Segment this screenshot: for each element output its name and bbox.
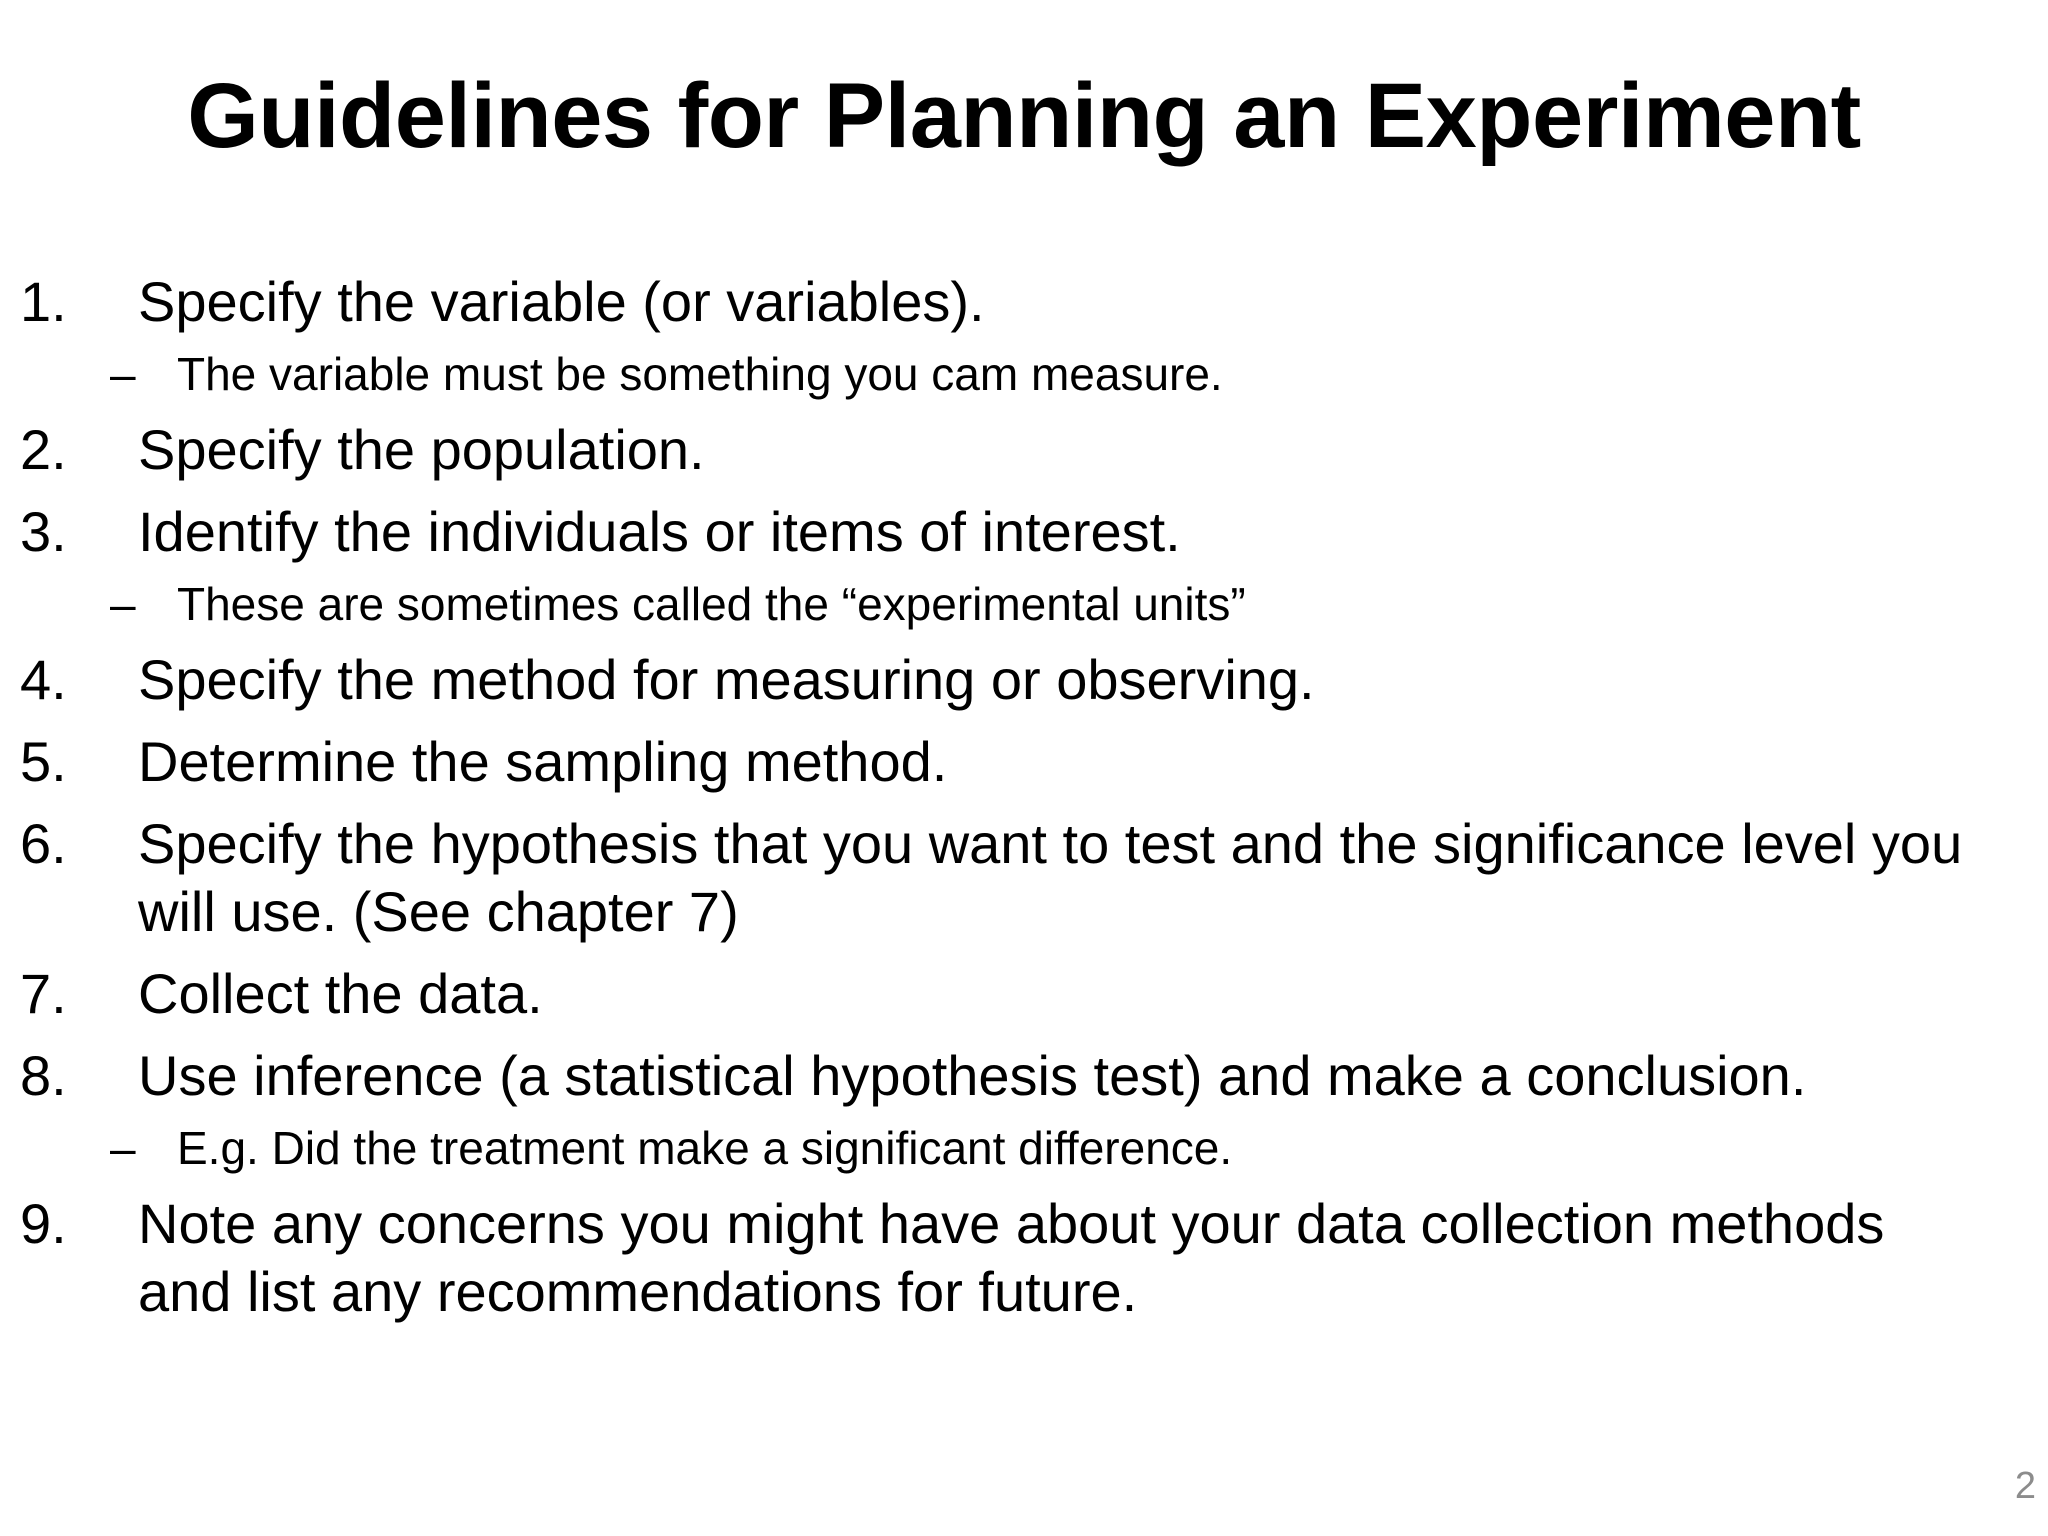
item-number: 4. xyxy=(20,648,67,711)
item-text: Use inference (a statistical hypothesis test) and make a conclusion. xyxy=(138,1044,1807,1107)
dash-bullet: – xyxy=(110,348,136,400)
list-item-6 xyxy=(0,810,2048,946)
list-item-9 xyxy=(0,1190,2048,1326)
item-text: Note any concerns you might have about your data collection methods and list any recommendations for future. xyxy=(138,1192,1885,1323)
item-number: 8. xyxy=(20,1044,67,1107)
item-number: 1. xyxy=(20,270,67,333)
sub-item-1 xyxy=(0,346,2048,402)
item-number: 7. xyxy=(20,962,67,1025)
list-item-4 xyxy=(0,646,2048,714)
dash-bullet: – xyxy=(110,1122,136,1174)
item-number: 5. xyxy=(20,730,67,793)
item-number: 9. xyxy=(20,1192,67,1255)
list-item-2 xyxy=(0,416,2048,484)
slide-title: Guidelines for Planning an Experiment xyxy=(187,65,1861,167)
item-text: Specify the population. xyxy=(138,418,705,481)
sub-item-text: E.g. Did the treatment make a significant difference. xyxy=(177,1122,1233,1174)
list-item-3 xyxy=(0,498,2048,566)
list-item-1 xyxy=(0,268,2048,336)
sub-item-3 xyxy=(0,576,2048,632)
dash-bullet: – xyxy=(110,578,136,630)
item-number: 3. xyxy=(20,500,67,563)
page-number: 2 xyxy=(2014,1465,2036,1507)
list-item-8 xyxy=(0,1042,2048,1110)
numbered-list xyxy=(0,268,2048,1326)
item-text: Specify the hypothesis that you want to test and the significance level you will use. (See chapter 7) xyxy=(138,812,1963,943)
item-text: Specify the variable (or variables). xyxy=(138,270,985,333)
item-text: Collect the data. xyxy=(138,962,543,1025)
item-number: 6. xyxy=(20,812,67,875)
item-text: Specify the method for measuring or observing. xyxy=(138,648,1315,711)
list-item-7 xyxy=(0,960,2048,1028)
sub-item-text: These are sometimes called the “experimental units” xyxy=(177,578,1246,630)
item-text: Determine the sampling method. xyxy=(138,730,948,793)
sub-item-8 xyxy=(0,1120,2048,1176)
item-number: 2. xyxy=(20,418,67,481)
list-item-5 xyxy=(0,728,2048,796)
sub-item-text: The variable must be something you cam measure. xyxy=(177,348,1223,400)
item-text: Identify the individuals or items of interest. xyxy=(138,500,1181,563)
